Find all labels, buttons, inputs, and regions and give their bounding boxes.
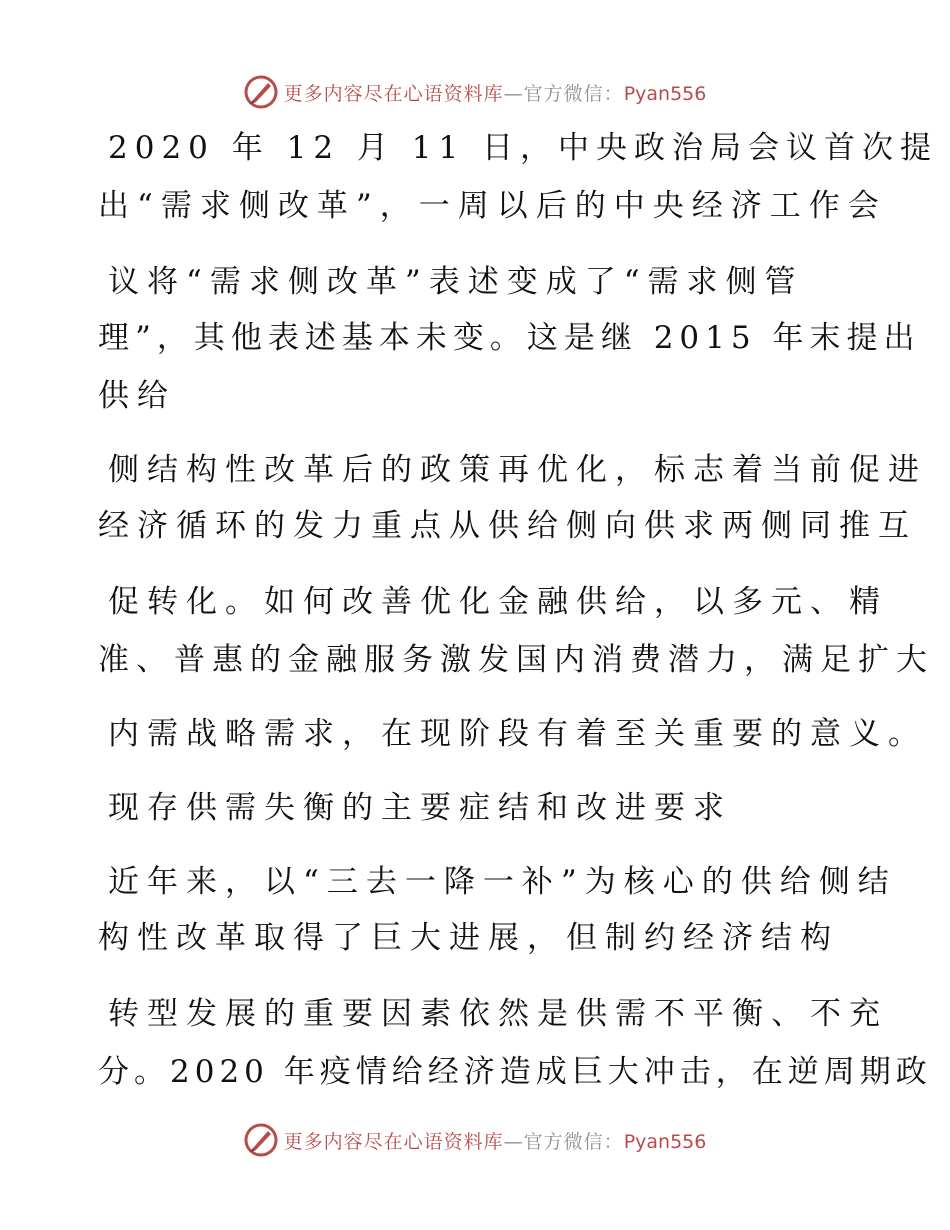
text-line-8: 促转化。如何改善优化金融供给，以多元、精	[108, 584, 888, 620]
text-line-1: 2020 年 12 月 11 日，中央政治局会议首次提	[108, 130, 939, 166]
text-line-9: 准、普惠的金融服务激发国内消费潜力，满足扩大	[98, 642, 934, 678]
quill-logo-icon	[244, 1123, 278, 1157]
text-line-13: 构性改革取得了巨大进展，但制约经济结构	[98, 920, 839, 956]
text-line-4: 理”，其他表述基本未变。这是继 2015 年末提出	[98, 320, 921, 356]
text-line-3: 议将“需求侧改革”表述变成了“需求侧管	[108, 264, 804, 300]
watermark-text	[284, 1127, 707, 1154]
watermark-separator: —	[503, 1130, 524, 1153]
text-line-5: 供给	[98, 378, 176, 414]
watermark-label: 官方微信：	[523, 82, 624, 105]
text-line-2: 出“需求侧改革”，一周以后的中央经济工作会	[98, 188, 887, 224]
footer-watermark	[0, 1120, 950, 1160]
watermark-wechat-id: Pyan556	[623, 82, 707, 105]
text-line-6: 侧结构性改革后的政策再优化，标志着当前促进	[108, 452, 927, 488]
text-line-10: 内需战略需求，在现阶段有着至关重要的意义。	[108, 716, 927, 752]
watermark-wechat-id: Pyan556	[623, 1130, 707, 1153]
watermark-brand: 更多内容尽在心语资料库	[283, 1130, 504, 1153]
watermark-label: 官方微信：	[523, 1130, 624, 1153]
text-line-14: 转型发展的重要因素依然是供需不平衡、不充	[108, 996, 888, 1032]
section-heading: 现存供需失衡的主要症结和改进要求	[108, 790, 732, 826]
watermark-separator: —	[503, 82, 524, 105]
watermark-brand: 更多内容尽在心语资料库	[283, 82, 504, 105]
text-line-7: 经济循环的发力重点从供给侧向供求两侧同推互	[98, 508, 917, 544]
text-line-15: 分。2020 年疫情给经济造成巨大冲击，在逆周期政	[98, 1054, 932, 1090]
text-line-12: 近年来，以“三去一降一补”为核心的供给侧结	[108, 864, 897, 900]
